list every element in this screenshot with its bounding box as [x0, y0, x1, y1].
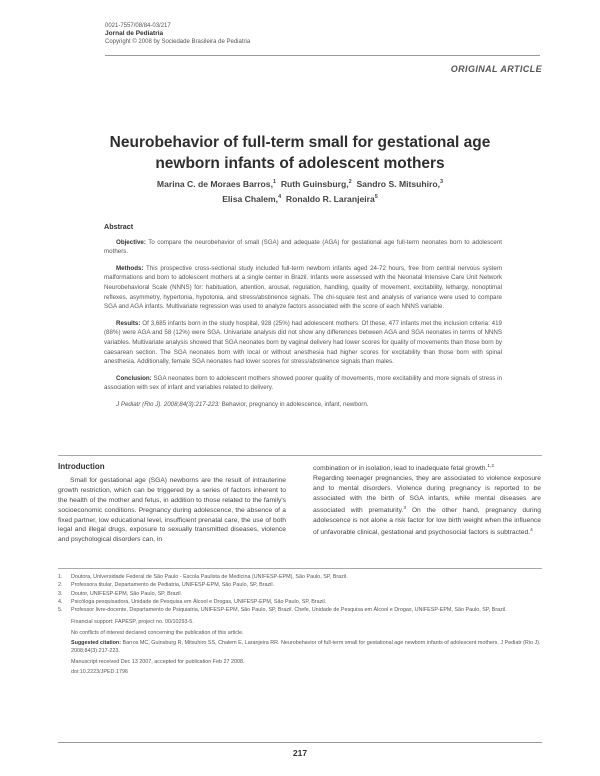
article-notes: [58, 618, 542, 676]
author: Elisa Chalem,$^4$: [222, 193, 282, 204]
manuscript-dates: Manuscript received Dec 13 2007, accepted for publication Feb 27 2008.: [71, 658, 245, 665]
abstract-objective: Objective: To compare the neurobehavior of small (SGA) and adequate (AGA) for gestational age full-term neonates born to adolescent mothers.: [104, 238, 502, 256]
funding-note: Financial support: FAPESP, project no. 00/10293-5.: [71, 619, 194, 626]
footer-divider: [58, 742, 542, 743]
footnotes: [58, 573, 542, 678]
intro-right-column: [313, 462, 541, 538]
intro-paragraph: Small for gestational age (SGA) newborns are the result of intrauterine growth restriction, which can be triggered by a series of factors inherent to the health of the mother and fetus, in addition to those related to the family's socioeconomic conditions. Pregnancy during adolescence, the absence of a fixed partner, low educational level, insufficient prenatal care, the use of both legal and illegal drugs, exposure to sexually transmitted diseases, violence and psychological disorders can, in: [58, 476, 286, 544]
affiliation-item: 2. Professora titular, Departamento de Pediatria, UNIFESP-EPM, São Paulo, SP, Brazil.: [58, 582, 275, 589]
footnote-divider: [58, 568, 542, 569]
header-divider: [105, 55, 540, 56]
abstract-citation: J Pediatr (Rio J). 2008;84(3):217-223: Behavior, pregnancy in adolescence, infant, newborn.: [116, 400, 369, 408]
intro-left-column: [58, 462, 286, 545]
abstract-methods: Methods: This prospective cross-sectional study included full-term newborn infants aged 24-72 hours, free from central nervous system malformations and born to adolescent mothers at a single center in Brazil. Infants were assessed with the Neonatal Intensive Care Unit Network Neurobehavioral Scale (NNNS) for: habituation, attention, arousal, regulation, handling, quality of movement, excitability, lethargy, nonoptimal reflexes, asymmetry, hypertonia, hypotonia, and stress/abstinence signals. The chi-square test and analysis of variance were used to compare SGA and AGA infants. Multivariate regression was used to analyze factors associated with the score of each NNNS variable.: [104, 264, 502, 311]
running-header: [105, 22, 545, 46]
suggested-citation: Suggested citation: Barros MC, Guinsburg R, Mitsuhiro SS, Chalem E, Laranjeira RR. Neurobehavior of full-term small for gestational age newborn infants of adolescent mothers. J Pediatr (Rio J). 2008;84(3):217-223.: [71, 640, 541, 655]
issn: 0021-7557/08/84-03/217: [105, 23, 171, 29]
abstract-heading: Abstract: [104, 222, 134, 231]
author: Ronaldo R. Laranjeira$^5$: [285, 193, 378, 204]
author: Sandro S. Mitsuhiro,$^3$: [356, 178, 444, 189]
intro-paragraph: Regarding teenager pregnancies, they are associated to violence exposure and to mental disorders. Violence during pregnancy is reported to be associated with the birth of SGA infants, while mental diseases are associated with prematurity.$^3$ On the other hand, pregnancy during adolescence is not alone a risk factor for low birth weight when the influence of unfavorable clinical, gestational and psychosocial factors is subtracted.$^4$: [313, 475, 542, 537]
affiliation-item: 1. Doutora, Universidade Federal de São Paulo - Escola Paulista de Medicina (UNIFESP-EPM), São Paulo, SP, Brazil.: [58, 574, 348, 580]
section-label: ORIGINAL ARTICLE: [450, 64, 542, 74]
affiliation-list: [58, 573, 542, 614]
page-number: 217: [292, 748, 308, 758]
abstract-results: Results: Of 3,685 infants born in the study hospital, 928 (25%) had adolescent mothers. Of these, 477 infants met the inclusion criteria: 419 (88%) were AGA and 58 (12%) were SGA. Univariate analysis did not show any differences between AGA and SGA neonates in terms of NNNS variables. Multivariate analysis showed that SGA neonates born by vaginal delivery had lower scores for quality of movements than those born by caesarean section. The SGA neonates born with local or without anesthesia had higher scores for excitability than those born with spinal anesthesia. Additionally, female SGA neonates had lower scores for stress/abstinence signals than males.: [104, 319, 502, 366]
journal-name: Jornal de Pediatria: [105, 30, 164, 37]
abstract-divider: [58, 455, 542, 456]
author: Ruth Guinsburg,$^2$: [280, 178, 352, 189]
author: Marina C. de Moraes Barros,$^1$: [156, 178, 277, 189]
affiliation-item: 3. Doutor, UNIFESP-EPM, São Paulo, SP, Brazil.: [58, 590, 183, 597]
author-list: [80, 176, 520, 206]
copyright: Copyright © 2008 by Sociedade Brasileira de Pediatria: [105, 39, 251, 45]
article-title: Neurobehavior of full-term small for gestational age newborn infants of adolescent mothers: [109, 134, 491, 172]
abstract-conclusion: Conclusion: SGA neonates born to adolescent mothers showed poorer quality of movements, more excitability and more signals of stress in association with sex of infant and variables related to delivery.: [104, 374, 502, 392]
abstract: [104, 222, 502, 417]
intro-heading: Introduction: [58, 462, 105, 471]
affiliation-item: 5. Professor livre-docente, Departamento de Psiquiatria, UNIFESP-EPM, São Paulo, SP, Brazil. Chefe, Unidade de Pesquisa em Álcool e Drogas, UNIFESP-EPM, São Paulo, SP, Brazil.: [58, 607, 507, 614]
intro-continuation: combination or in isolation, lead to inadequate fetal growth.$^{1,2}$: [313, 464, 495, 473]
doi: doi:10.2223/JPED.1796: [71, 668, 128, 675]
conflicts-note: No conflicts of interest declared concerning the publication of this article.: [71, 629, 244, 636]
affiliation-item: 4. Psicóloga pesquisadora, Unidade de Pesquisa em Álcool e Drogas, UNIFESP-EPM, São Paulo, SP, Brazil.: [58, 598, 327, 605]
